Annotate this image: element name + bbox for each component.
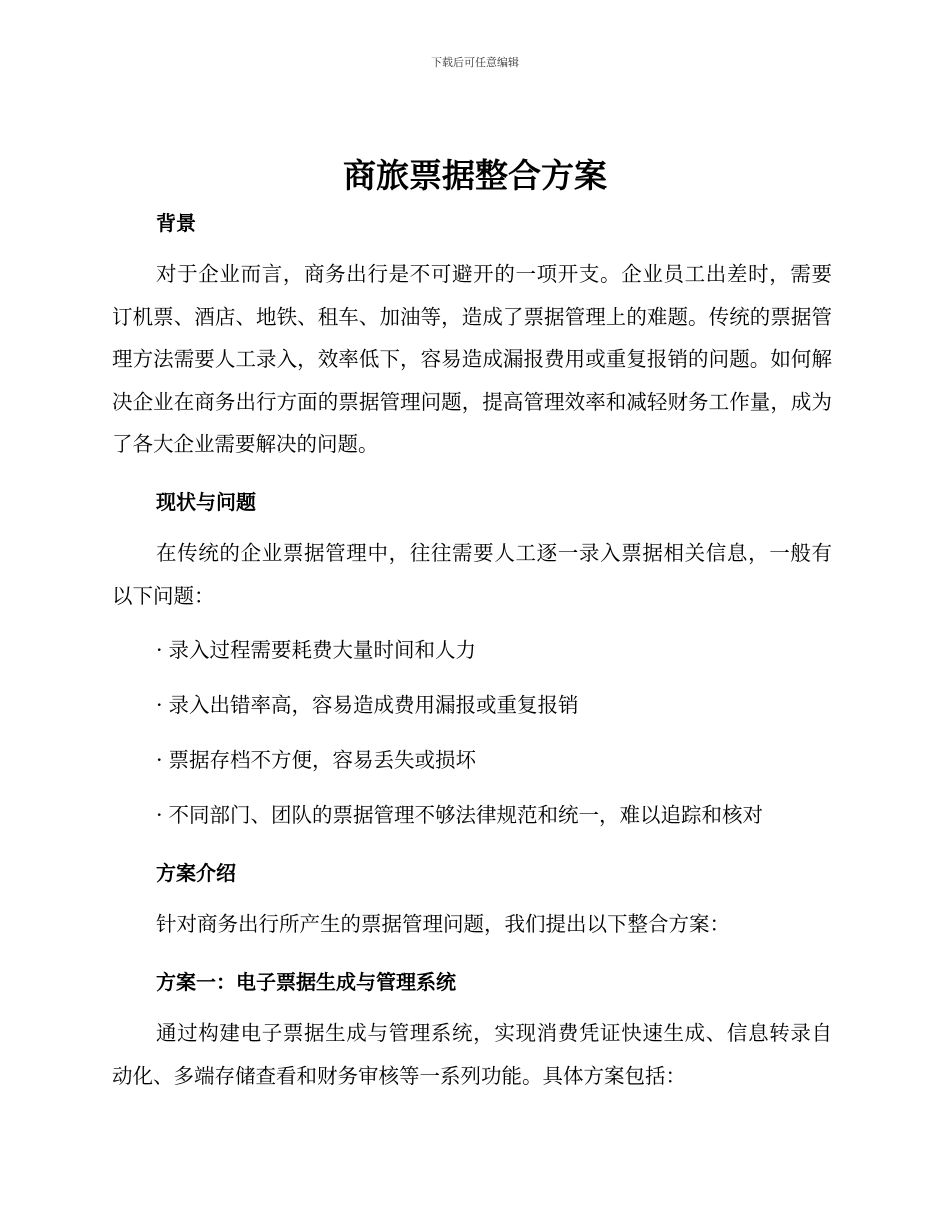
bullet-dot-icon: · bbox=[156, 803, 163, 827]
list-item bbox=[156, 800, 763, 830]
document-title: 商旅票据整合方案 bbox=[343, 156, 607, 195]
section-heading-plan-one: 方案一：电子票据生成与管理系统 bbox=[156, 970, 456, 994]
list-item-text: 录入过程需要耗费大量时间和人力 bbox=[168, 638, 477, 662]
list-item-text: 票据存档不方便，容易丢失或损坏 bbox=[168, 748, 477, 772]
paragraph-plan-one: 通过构建电子票据生成与管理系统，实现消费凭证快速生成、信息转录自动化、多端存储查看和财务审核等一系列功能。具体方案包括： bbox=[112, 1021, 832, 1088]
bullet-dot-icon: · bbox=[156, 638, 163, 662]
bullet-dot-icon: · bbox=[156, 693, 163, 717]
list-item bbox=[156, 690, 579, 720]
paragraph-background: 对于企业而言，商务出行是不可避开的一项开支。企业员工出差时，需要订机票、酒店、地铁、租车、加油等，造成了票据管理上的难题。传统的票据管理方法需要人工录入，效率低下，容易造成漏报费用或重复报销的问题。如何解决企业在商务出行方面的票据管理问题，提高管理效率和减轻财务工作量，成为了各大企业需要解决的问题。 bbox=[112, 262, 832, 456]
bullet-dot-icon: · bbox=[156, 748, 163, 772]
section-heading-solution: 方案介绍 bbox=[156, 861, 236, 885]
section-heading-background: 背景 bbox=[156, 211, 196, 235]
paragraph-solution: 针对商务出行所产生的票据管理问题，我们提出以下整合方案： bbox=[156, 912, 730, 936]
section-heading-status: 现状与问题 bbox=[156, 490, 256, 514]
paragraph-status: 在传统的企业票据管理中，往往需要人工逐一录入票据相关信息，一般有以下问题： bbox=[112, 541, 832, 608]
list-item-text: 录入出错率高，容易造成费用漏报或重复报销 bbox=[168, 693, 579, 717]
list-item-text: 不同部门、团队的票据管理不够法律规范和统一，难以追踪和核对 bbox=[168, 803, 764, 827]
header-note: 下载后可任意编辑 bbox=[431, 56, 519, 69]
list-item bbox=[156, 745, 476, 775]
list-item bbox=[156, 635, 476, 665]
